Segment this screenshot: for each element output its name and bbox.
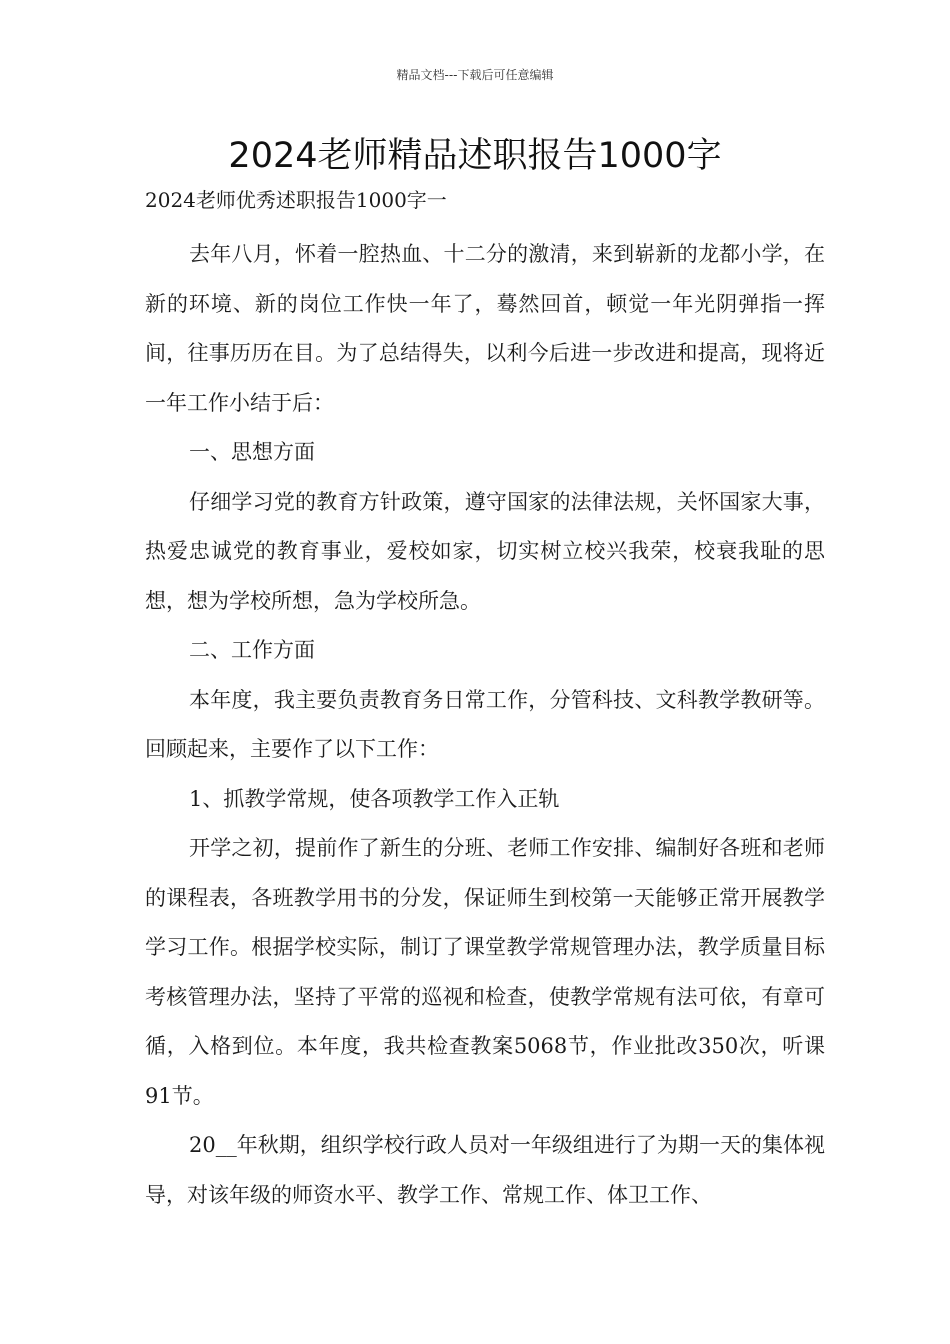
document-title: 2024老师精品述职报告1000字 xyxy=(228,136,722,176)
subsection-heading-routine: 1、抓教学常规，使各项教学工作入正轨 xyxy=(189,786,560,811)
document-body xyxy=(145,180,825,1220)
header-note: 精品文档---下载后可任意编辑 xyxy=(396,68,554,82)
paragraph-inspection: 20__年秋期，组织学校行政人员对一年级组进行了为期一天的集体视导，对该年级的师资水平、教学工作、常规工作、体卫工作、 xyxy=(145,1133,825,1207)
paragraph-intro: 去年八月，怀着一腔热血、十二分的激清，来到崭新的龙都小学，在新的环境、新的岗位工作快一年了，蓦然回首，顿觉一年光阴弹指一挥间，往事历历在目。为了总结得失，以利今后进一步改进和提高，现将近一年工作小结于后： xyxy=(145,242,825,415)
paragraph-work-overview: 本年度，我主要负责教育务日常工作，分管科技、文科教学教研等。回顾起来，主要作了以下工作： xyxy=(145,687,825,761)
paragraph-routine: 开学之初，提前作了新生的分班、老师工作安排、编制好各班和老师的课程表，各班教学用书的分发，保证师生到校第一天能够正常开展教学学习工作。根据学校实际，制订了课堂教学常规管理办法，教学质量目标考核管理办法，坚持了平常的巡视和检查，使教学常规有法可依，有章可循，入格到位。本年度，我共检查教案5068节，作业批改350次，听课91节。 xyxy=(145,836,825,1108)
section-heading-work: 二、工作方面 xyxy=(189,638,315,662)
section-heading-thought: 一、思想方面 xyxy=(189,440,315,464)
document-subtitle: 2024老师优秀述职报告1000字一 xyxy=(145,188,447,212)
paragraph-thought: 仔细学习党的教育方针政策，遵守国家的法律法规，关怀国家大事，热爱忠诚党的教育事业，爱校如家，切实树立校兴我荣，校衰我耻的思想，想为学校所想，急为学校所急。 xyxy=(145,489,825,613)
